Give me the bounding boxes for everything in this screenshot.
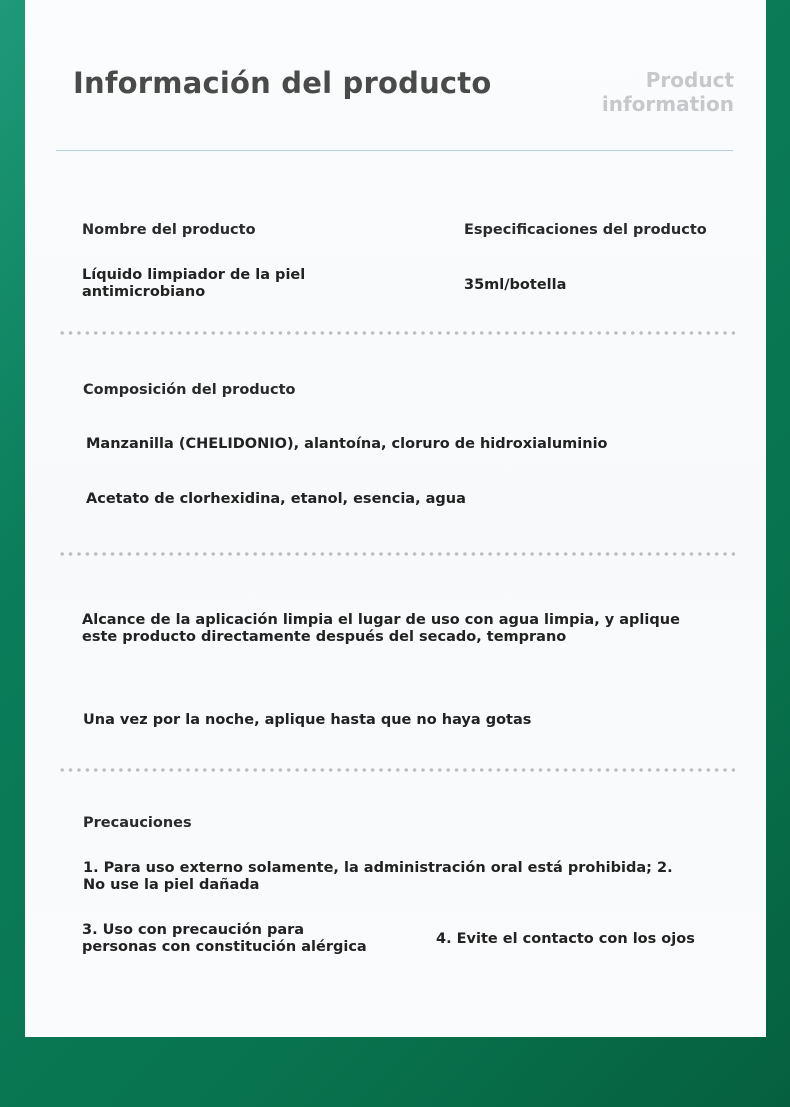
section-divider: [58, 331, 735, 335]
precautions-label: Precauciones: [83, 815, 192, 831]
composition-line-1: Manzanilla (CHELIDONIO), alantoína, cloruro de hidroxialuminio: [86, 436, 608, 452]
usage-scope-text: Alcance de la aplicación limpia el lugar de uso con agua limpia, y aplique este producto directamente después del secado, temprano: [82, 612, 680, 645]
precaution-item-4: 4. Evite el contacto con los ojos: [436, 931, 695, 947]
product-info-card: [25, 0, 766, 1037]
precaution-items-1-2: 1. Para uso externo solamente, la administración oral está prohibida; 2. No use la piel dañada: [83, 860, 673, 893]
product-name-label: Nombre del producto: [82, 222, 256, 238]
product-spec-label: Especificaciones del producto: [464, 222, 707, 238]
precaution-item-3: 3. Uso con precaución para personas con constitución alérgica: [82, 922, 367, 955]
usage-frequency-text: Una vez por la noche, aplique hasta que no haya gotas: [83, 712, 532, 728]
section-divider: [58, 552, 735, 556]
composition-label: Composición del producto: [83, 382, 296, 398]
composition-line-2: Acetato de clorhexidina, etanol, esencia, agua: [86, 491, 466, 507]
product-spec-value: 35ml/botella: [464, 277, 567, 293]
section-divider: [58, 768, 735, 772]
product-name-value: Líquido limpiador de la piel antimicrobiano: [82, 267, 306, 300]
page-title: Información del producto: [73, 66, 492, 100]
page-subtitle: Product information: [601, 68, 734, 116]
title-divider: [56, 150, 733, 151]
